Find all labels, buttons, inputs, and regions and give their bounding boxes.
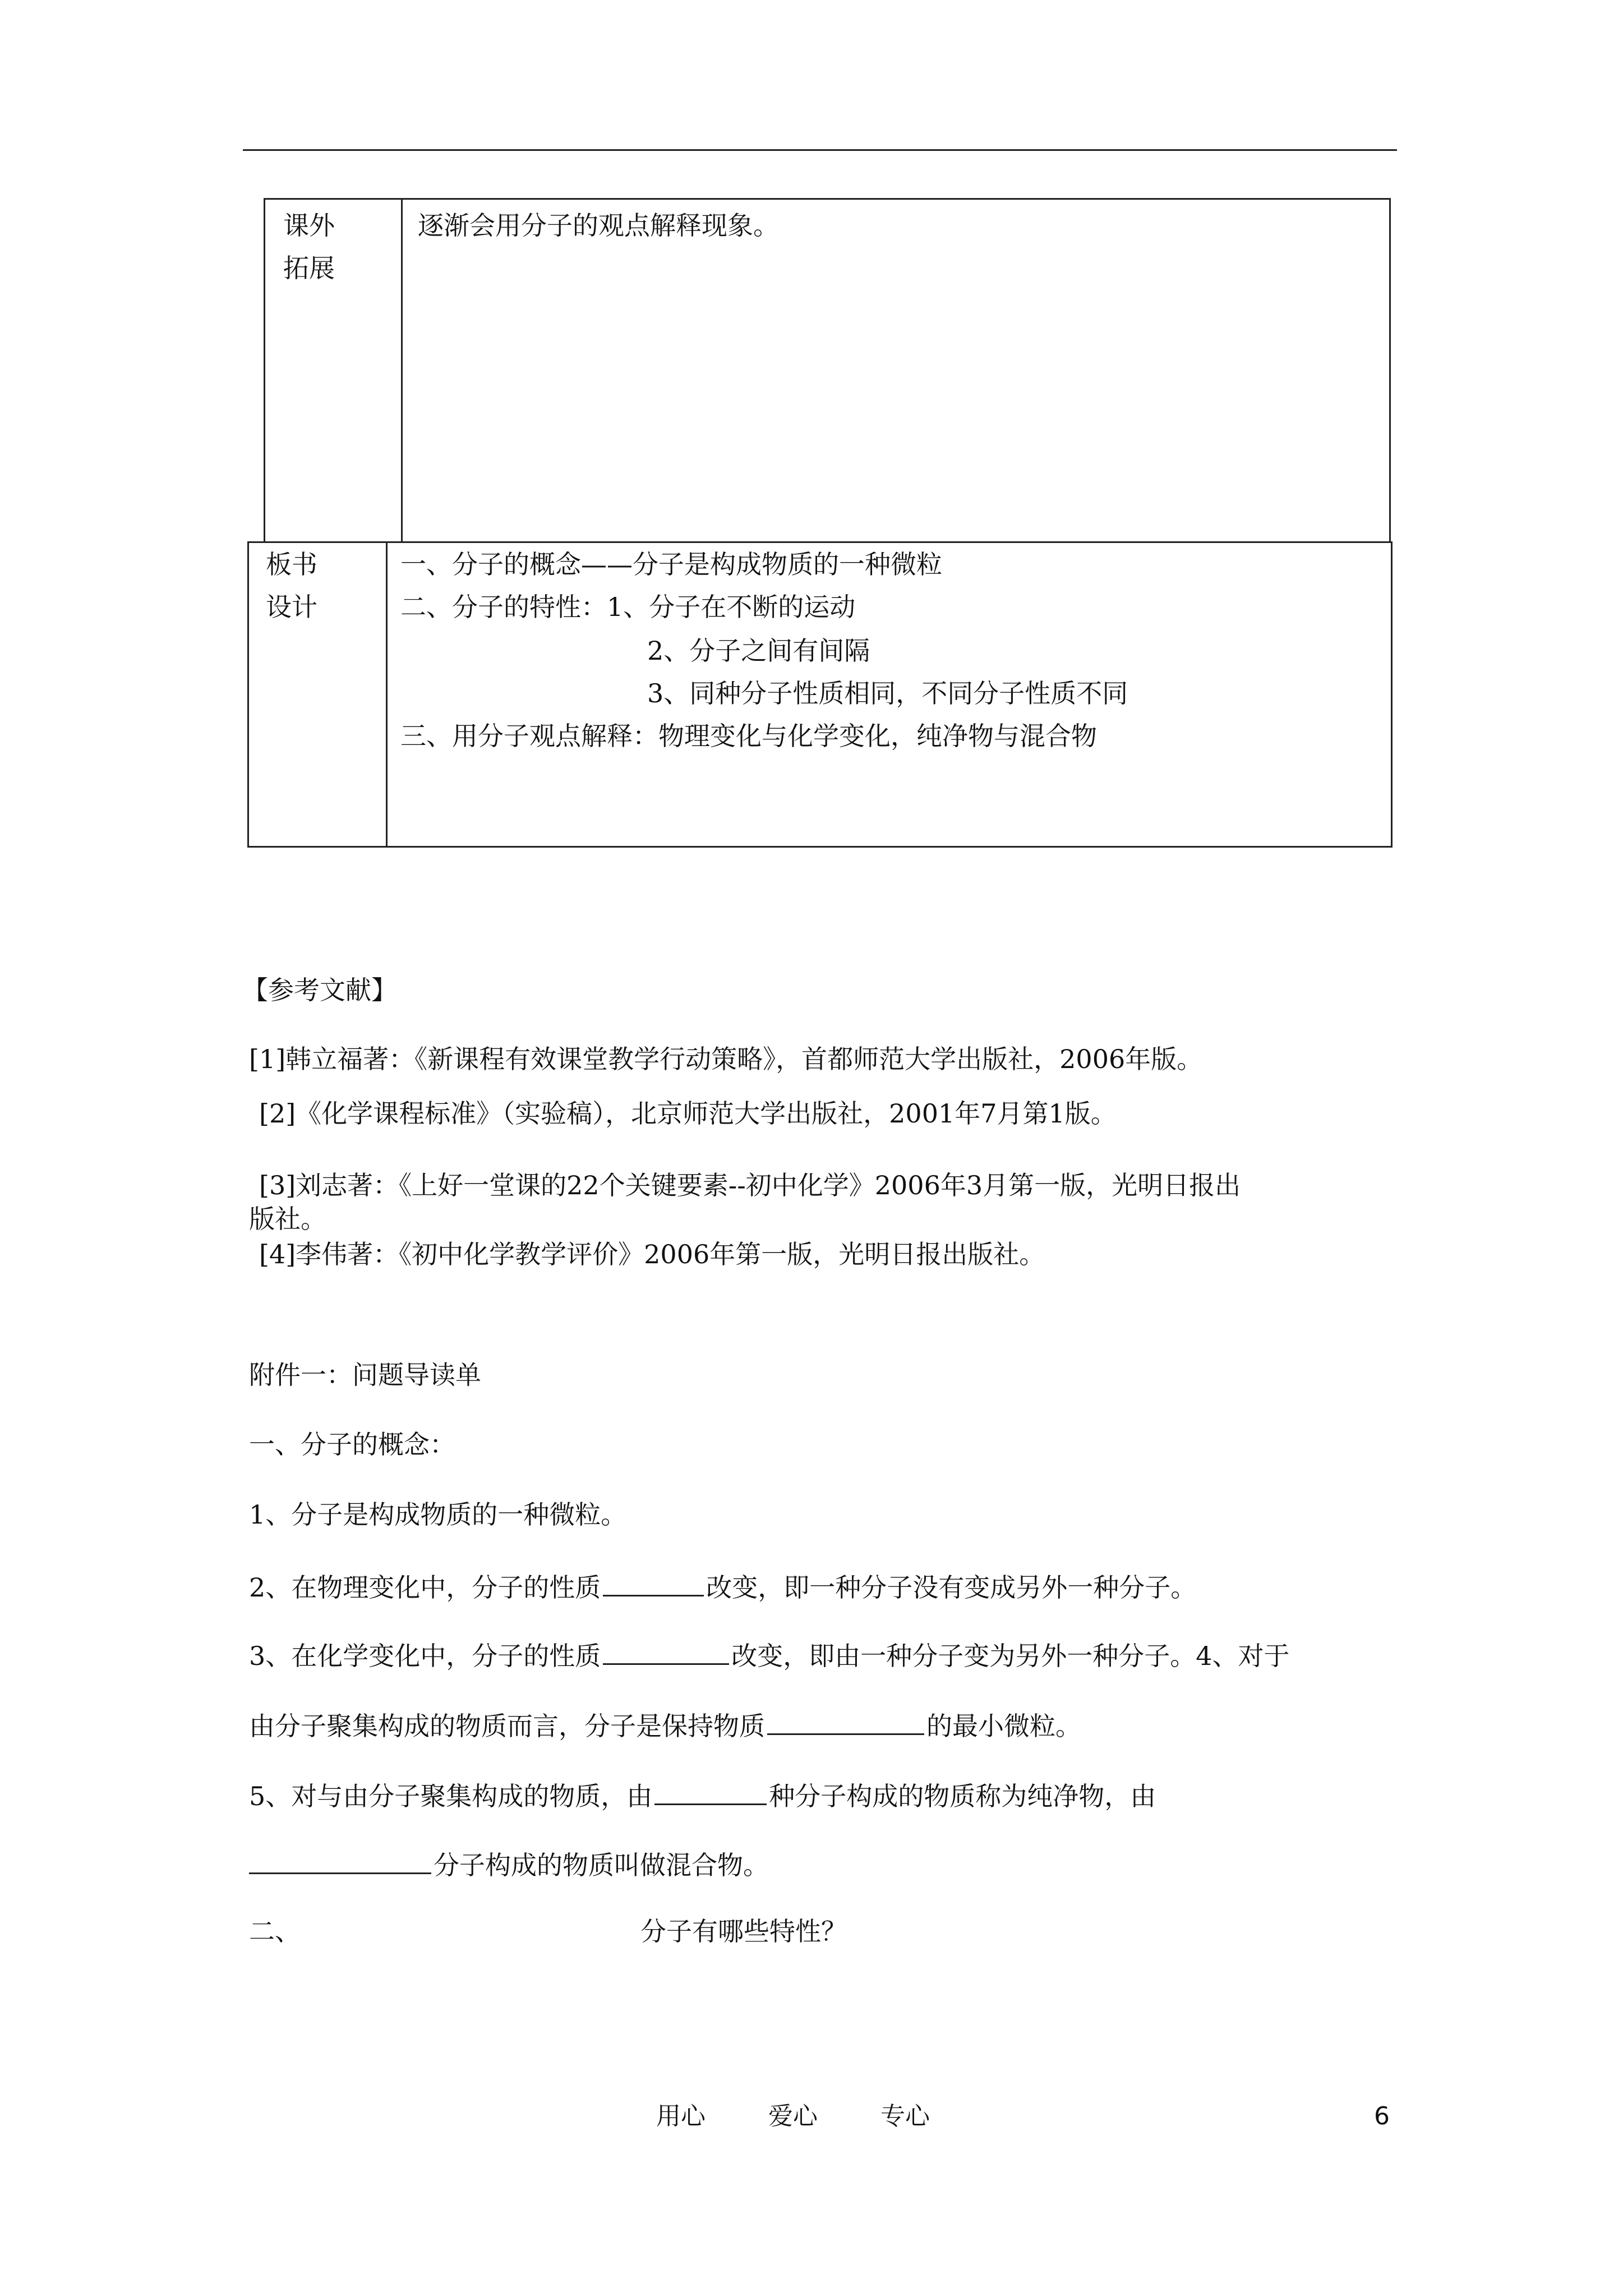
section-2-number: 二、	[249, 1916, 301, 1947]
fill-blank-5[interactable]	[249, 1844, 431, 1874]
blackboard-table	[247, 541, 1393, 848]
extension-table	[264, 198, 1391, 543]
appendix-item-5-cont	[249, 1844, 769, 1882]
header-rule	[243, 149, 1397, 151]
blackboard-line-1: 一、分子的概念——分子是构成物质的一种微粒	[400, 549, 942, 579]
footer-word-2: 爱心	[768, 2102, 818, 2131]
item-2-text-b: 改变，即一种分子没有变成另外一种分子。	[706, 1572, 1197, 1603]
item-3-text-a: 3、在化学变化中，分子的性质	[249, 1641, 601, 1671]
reference-item-2: [2]《化学课程标准》（实验稿），北京师范大学出版社，2001年7月第1版。	[259, 1098, 1117, 1129]
extension-content: 逐渐会用分子的观点解释现象。	[418, 210, 779, 241]
footer-word-1: 用心	[656, 2102, 706, 2131]
fill-blank-3[interactable]	[767, 1705, 924, 1735]
references-heading: 【参考文献】	[242, 975, 397, 1005]
item-5-text-a: 5、对与由分子聚集构成的物质，由	[249, 1781, 653, 1811]
reference-item-3: [3]刘志著：《上好一堂课的22个关键要素--初中化学》2006年3月第一版，光明日报出	[259, 1170, 1241, 1200]
blackboard-label-line1: 板书	[266, 549, 317, 579]
reference-item-4: [4]李伟著：《初中化学教学评价》2006年第一版，光明日报出版社。	[259, 1239, 1045, 1269]
item-4-text-b: 的最小微粒。	[926, 1711, 1081, 1741]
fill-blank-1[interactable]	[603, 1567, 704, 1596]
blackboard-label-line2: 设计	[266, 592, 317, 622]
item-4-text-a: 由分子聚集构成的物质而言，分子是保持物质	[249, 1711, 765, 1741]
appendix-item-4	[249, 1705, 1081, 1743]
appendix-item-2	[249, 1567, 1196, 1604]
appendix-title: 附件一：问题导读单	[249, 1360, 481, 1390]
blackboard-line-4: 3、同种分子性质相同，不同分子性质不同	[647, 678, 1128, 708]
page-number: 6	[1374, 2102, 1390, 2131]
extension-label-line2: 拓展	[283, 253, 335, 283]
extension-label-line1: 课外	[283, 210, 335, 241]
blackboard-table-divider	[386, 543, 388, 846]
item-5-text-b: 种分子构成的物质称为纯净物，由	[769, 1781, 1156, 1811]
item-3-text-b: 改变，即由一种分子变为另外一种分子。4、对于	[731, 1641, 1290, 1671]
item-2-text-a: 2、在物理变化中，分子的性质	[249, 1572, 601, 1603]
fill-blank-4[interactable]	[654, 1775, 767, 1805]
section-2-heading: 分子有哪些特性？	[640, 1916, 847, 1947]
appendix-item-5	[249, 1775, 1156, 1813]
reference-item-3-cont: 版社。	[249, 1204, 326, 1234]
footer-word-3: 专心	[880, 2102, 930, 2131]
blackboard-line-5: 三、用分子观点解释：物理变化与化学变化，纯净物与混合物	[400, 721, 1097, 751]
extension-table-divider	[401, 200, 403, 541]
fill-blank-2[interactable]	[603, 1635, 729, 1665]
blackboard-line-2: 二、分子的特性：1、分子在不断的运动	[400, 592, 856, 622]
appendix-item-1: 1、分子是构成物质的一种微粒。	[249, 1499, 627, 1530]
section-1-heading: 一、分子的概念：	[249, 1429, 455, 1460]
blackboard-line-3: 2、分子之间有间隔	[647, 636, 870, 666]
reference-item-1: [1]韩立福著：《新课程有效课堂教学行动策略》，首都师范大学出版社，2006年版。	[249, 1044, 1203, 1074]
appendix-item-3	[249, 1635, 1290, 1673]
item-5-text-c: 分子构成的物质叫做混合物。	[434, 1850, 769, 1880]
